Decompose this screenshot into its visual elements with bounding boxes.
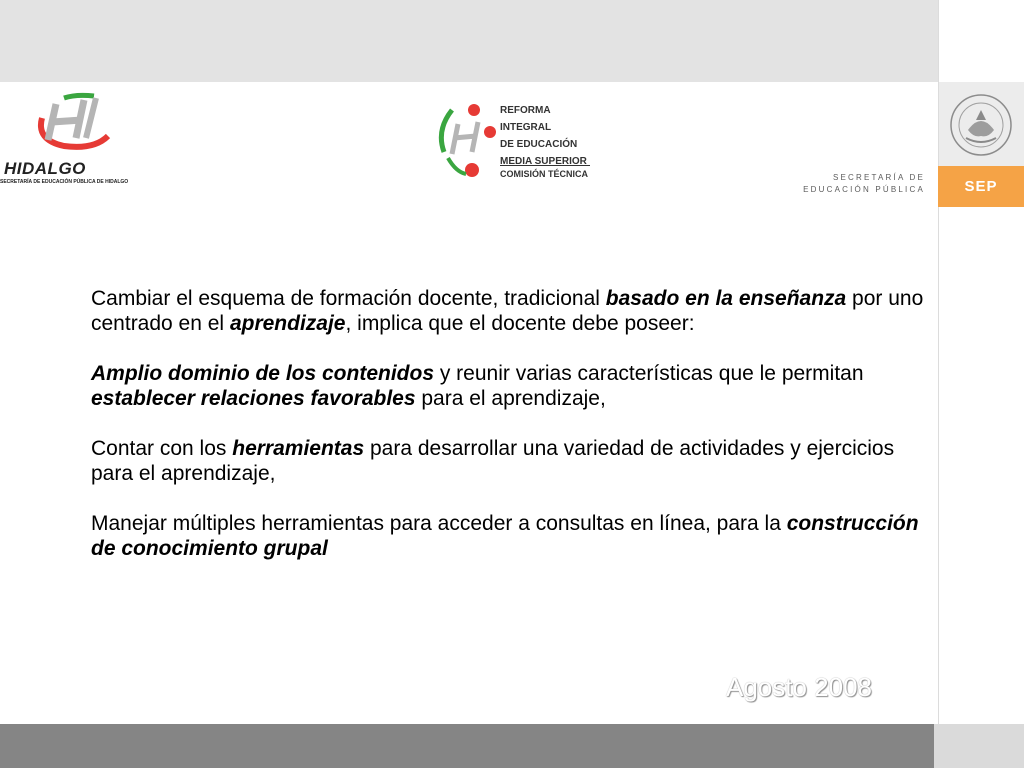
emphasis: Amplio dominio de los contenidos (91, 362, 435, 385)
top-header-band (0, 0, 938, 82)
paragraph-3: Contar con los herramientas para desarrollar una variedad de actividades y ejercicios para el aprendizaje, (91, 437, 895, 485)
emphasis: basado en la enseñanza (605, 287, 847, 310)
emphasis: herramientas (232, 437, 365, 460)
riems-line-2: DE EDUCACIÓN (500, 139, 578, 150)
paragraph-1: Cambiar el esquema de formación docente, tradicional basado en la enseñanza por uno centrado en el aprendizaje, implica que el docente debe poseer: (91, 287, 924, 335)
riems-circle-icon (434, 100, 500, 182)
hidalgo-logo (0, 92, 132, 188)
paragraph-2: Amplio dominio de los contenidos y reunir varias características que le permitan establecer relaciones favorables para el aprendizaje, (91, 362, 864, 410)
bottom-right-block (934, 724, 1024, 768)
hidalgo-h-icon (34, 92, 118, 160)
hidalgo-title: HIDALGO (4, 159, 86, 178)
sep-name-line2: EDUCACIÓN PÚBLICA (803, 185, 925, 194)
paragraph-4: Manejar múltiples herramientas para acceder a consultas en línea, para la construcción de conocimiento grupal (91, 512, 919, 560)
slide-date: Agosto 2008 (726, 672, 873, 702)
emphasis: construcción de conocimiento grupal (91, 512, 919, 560)
riems-line-1: REFORMA INTEGRAL (500, 105, 552, 133)
sep-name-line1: SECRETARÍA DE (832, 173, 925, 182)
riems-title (500, 102, 600, 170)
hidalgo-subtitle: SECRETARÍA DE EDUCACIÓN PÚBLICA DE HIDALGO (0, 179, 129, 185)
riems-commission: COMISIÓN TÉCNICA (500, 169, 589, 179)
riems-line-3: MEDIA SUPERIOR (500, 156, 587, 167)
mexican-seal-icon (948, 92, 1014, 158)
sep-badge: SEP (938, 166, 1024, 207)
slide-content (91, 286, 931, 586)
riems-logo (430, 100, 600, 186)
riems-divider (500, 165, 590, 166)
bottom-footer-band (0, 724, 934, 768)
sep-name (800, 172, 925, 196)
emphasis: establecer relaciones favorables (91, 387, 416, 410)
emphasis: aprendizaje (229, 312, 346, 335)
